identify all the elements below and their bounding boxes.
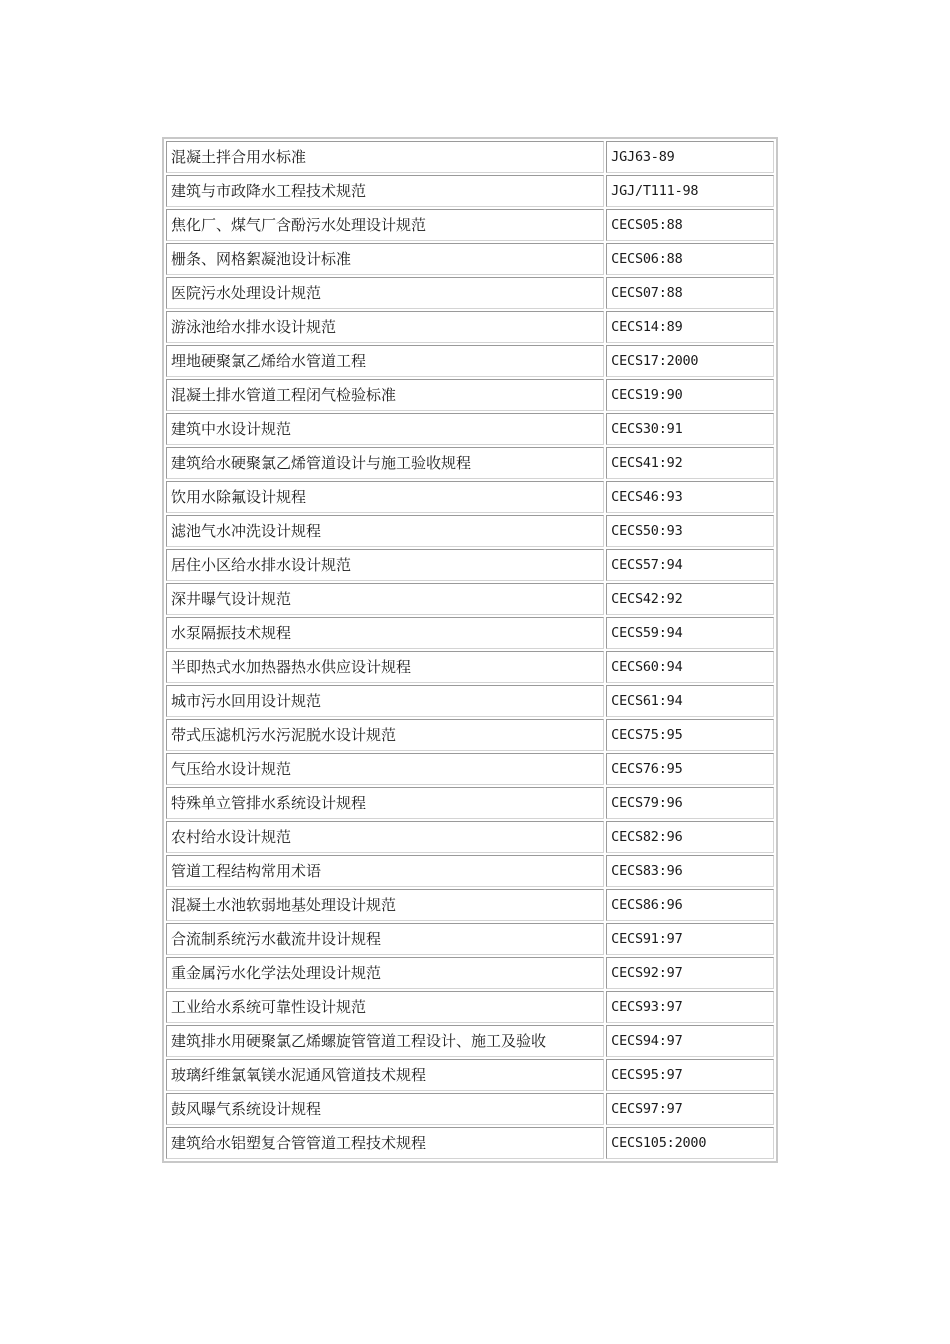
standard-code-cell: JGJ63-89 xyxy=(606,141,774,173)
standard-code-cell: CECS57:94 xyxy=(606,549,774,581)
standard-code-cell: CECS95:97 xyxy=(606,1059,774,1091)
standard-name-cell: 建筑中水设计规范 xyxy=(166,413,604,445)
standard-code-cell: CECS105:2000 xyxy=(606,1127,774,1159)
standard-code-cell: CECS05:88 xyxy=(606,209,774,241)
table-row xyxy=(166,447,774,479)
table-row xyxy=(166,1093,774,1125)
standard-name-cell: 混凝土水池软弱地基处理设计规范 xyxy=(166,889,604,921)
standard-code-cell: CECS94:97 xyxy=(606,1025,774,1057)
table-row xyxy=(166,311,774,343)
standard-code-cell: CECS76:95 xyxy=(606,753,774,785)
standard-name-cell: 医院污水处理设计规范 xyxy=(166,277,604,309)
standard-name-cell: 建筑给水铝塑复合管管道工程技术规程 xyxy=(166,1127,604,1159)
table-row xyxy=(166,685,774,717)
standard-name-cell: 埋地硬聚氯乙烯给水管道工程 xyxy=(166,345,604,377)
standard-name-cell: 深井曝气设计规范 xyxy=(166,583,604,615)
table-row xyxy=(166,209,774,241)
table-row xyxy=(166,243,774,275)
standard-name-cell: 焦化厂、煤气厂含酚污水处理设计规范 xyxy=(166,209,604,241)
standard-name-cell: 管道工程结构常用术语 xyxy=(166,855,604,887)
table-row xyxy=(166,923,774,955)
table-row xyxy=(166,1127,774,1159)
standard-name-cell: 工业给水系统可靠性设计规范 xyxy=(166,991,604,1023)
table-row xyxy=(166,379,774,411)
table-row xyxy=(166,855,774,887)
standard-code-cell: CECS19:90 xyxy=(606,379,774,411)
standard-name-cell: 水泵隔振技术规程 xyxy=(166,617,604,649)
standard-name-cell: 合流制系统污水截流井设计规程 xyxy=(166,923,604,955)
table-row xyxy=(166,957,774,989)
standard-name-cell: 带式压滤机污水污泥脱水设计规范 xyxy=(166,719,604,751)
table-row xyxy=(166,719,774,751)
standard-code-cell: CECS86:96 xyxy=(606,889,774,921)
standard-code-cell: JGJ/T111-98 xyxy=(606,175,774,207)
standard-code-cell: CECS93:97 xyxy=(606,991,774,1023)
standard-code-cell: CECS14:89 xyxy=(606,311,774,343)
table-row xyxy=(166,277,774,309)
table-row xyxy=(166,787,774,819)
table-row xyxy=(166,345,774,377)
standard-name-cell: 饮用水除氟设计规程 xyxy=(166,481,604,513)
standard-code-cell: CECS91:97 xyxy=(606,923,774,955)
standard-name-cell: 建筑排水用硬聚氯乙烯螺旋管管道工程设计、施工及验收 xyxy=(166,1025,604,1057)
standards-table-body xyxy=(166,141,774,1159)
table-row xyxy=(166,889,774,921)
standard-code-cell: CECS82:96 xyxy=(606,821,774,853)
standard-name-cell: 游泳池给水排水设计规范 xyxy=(166,311,604,343)
standard-code-cell: CECS59:94 xyxy=(606,617,774,649)
standard-name-cell: 玻璃纤维氯氧镁水泥通风管道技术规程 xyxy=(166,1059,604,1091)
table-row xyxy=(166,1059,774,1091)
standard-name-cell: 城市污水回用设计规范 xyxy=(166,685,604,717)
table-row xyxy=(166,583,774,615)
standard-name-cell: 建筑给水硬聚氯乙烯管道设计与施工验收规程 xyxy=(166,447,604,479)
table-row xyxy=(166,175,774,207)
table-row xyxy=(166,753,774,785)
table-row xyxy=(166,515,774,547)
table-row xyxy=(166,991,774,1023)
standard-code-cell: CECS41:92 xyxy=(606,447,774,479)
standards-table xyxy=(162,137,778,1163)
standard-name-cell: 气压给水设计规范 xyxy=(166,753,604,785)
standard-name-cell: 滤池气水冲洗设计规程 xyxy=(166,515,604,547)
standard-name-cell: 混凝土排水管道工程闭气检验标准 xyxy=(166,379,604,411)
standard-code-cell: CECS50:93 xyxy=(606,515,774,547)
table-row xyxy=(166,1025,774,1057)
standard-code-cell: CECS06:88 xyxy=(606,243,774,275)
standard-code-cell: CECS30:91 xyxy=(606,413,774,445)
standard-code-cell: CECS17:2000 xyxy=(606,345,774,377)
table-row xyxy=(166,651,774,683)
table-row xyxy=(166,141,774,173)
standard-code-cell: CECS79:96 xyxy=(606,787,774,819)
standard-name-cell: 混凝土拌合用水标准 xyxy=(166,141,604,173)
standard-code-cell: CECS75:95 xyxy=(606,719,774,751)
standard-name-cell: 半即热式水加热器热水供应设计规程 xyxy=(166,651,604,683)
standard-code-cell: CECS92:97 xyxy=(606,957,774,989)
table-row xyxy=(166,481,774,513)
table-row xyxy=(166,821,774,853)
standard-name-cell: 栅条、网格絮凝池设计标准 xyxy=(166,243,604,275)
standard-code-cell: CECS97:97 xyxy=(606,1093,774,1125)
standard-code-cell: CECS46:93 xyxy=(606,481,774,513)
standard-code-cell: CECS83:96 xyxy=(606,855,774,887)
standard-name-cell: 重金属污水化学法处理设计规范 xyxy=(166,957,604,989)
table-row xyxy=(166,413,774,445)
table-row xyxy=(166,549,774,581)
standard-name-cell: 居住小区给水排水设计规范 xyxy=(166,549,604,581)
standard-code-cell: CECS60:94 xyxy=(606,651,774,683)
standard-name-cell: 特殊单立管排水系统设计规程 xyxy=(166,787,604,819)
standard-code-cell: CECS42:92 xyxy=(606,583,774,615)
standard-name-cell: 农村给水设计规范 xyxy=(166,821,604,853)
standard-name-cell: 建筑与市政降水工程技术规范 xyxy=(166,175,604,207)
table-row xyxy=(166,617,774,649)
standard-code-cell: CECS07:88 xyxy=(606,277,774,309)
standard-code-cell: CECS61:94 xyxy=(606,685,774,717)
standard-name-cell: 鼓风曝气系统设计规程 xyxy=(166,1093,604,1125)
